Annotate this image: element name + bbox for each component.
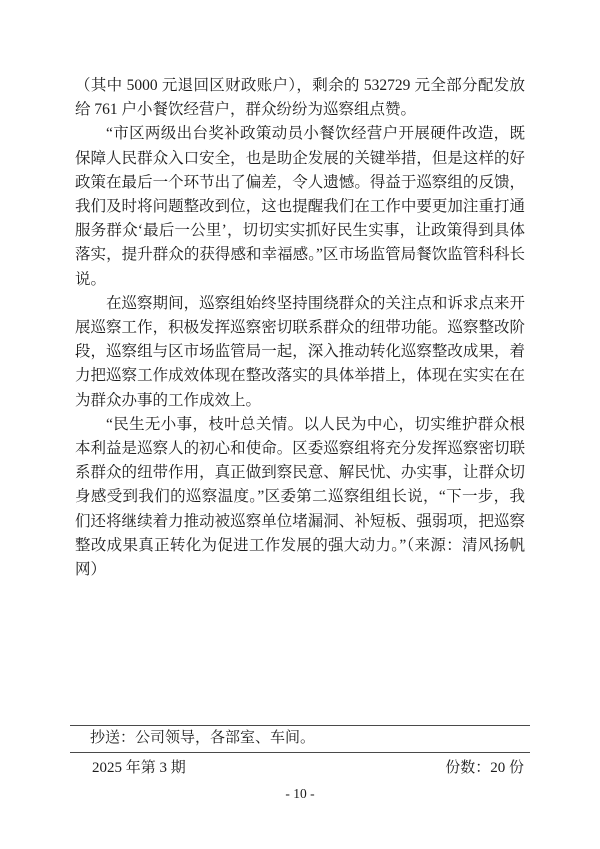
cc-line: 抄送：公司领导，各部室、车间。 — [90, 730, 316, 746]
body-paragraph: “民生无小事，枝叶总关情。以人民为中心，切实维护群众根本利益是巡察人的初心和使命。区委巡察组将充分发挥巡察密切联系群众的纽带作用，真正做到察民意、解民忧、办实事，让群众切身感受到我们的巡察温度。”区委第二巡察组组长说，“下一步，我们还将继续着力推动被巡察单位堵漏洞、补短板、强弱项，把巡察整改成果真正转化为促进工作发展的强大动力。”（来源：清风扬帆网） — [75, 415, 525, 579]
body-paragraph: （其中 5000 元退回区财政账户），剩余的 532729 元全部分配发放给 761 户小餐饮经营户，群众纷纷为巡察组点赞。 — [75, 77, 525, 119]
body-text — [75, 74, 525, 582]
issue-label: 2025 年第 3 期 — [92, 760, 186, 776]
page-number: - 10 - — [285, 786, 315, 801]
footer-block — [70, 725, 530, 778]
body-paragraph: 在巡察期间，巡察组始终坚持围绕群众的关注点和诉求点来开展巡察工作，积极发挥巡察密切联系群众的纽带功能。巡察整改阶段，巡察组与区市场监管局一起，深入推动转化巡察整改成果，着力把巡察工作成效体现在整改落实的具体举措上，体现在实实在在为群众办事的工作成效上。 — [75, 294, 525, 409]
copies-label: 份数：20 份 — [445, 760, 524, 776]
body-paragraph: “市区两级出台奖补政策动员小餐饮经营户开展硬件改造，既保障人民群众入口安全，也是助企发展的关键举措，但是这样的好政策在最后一个环节出了偏差，令人遗憾。得益于巡察组的反馈，我们及时将问题整改到位，这也提醒我们在工作中要更加注重打通服务群众‘最后一公里’，切切实实抓好民生实事，让政策得到具体落实，提升群众的获得感和幸福感。”区市场监管局餐饮监管科科长说。 — [75, 125, 525, 288]
issue-row — [70, 753, 530, 778]
